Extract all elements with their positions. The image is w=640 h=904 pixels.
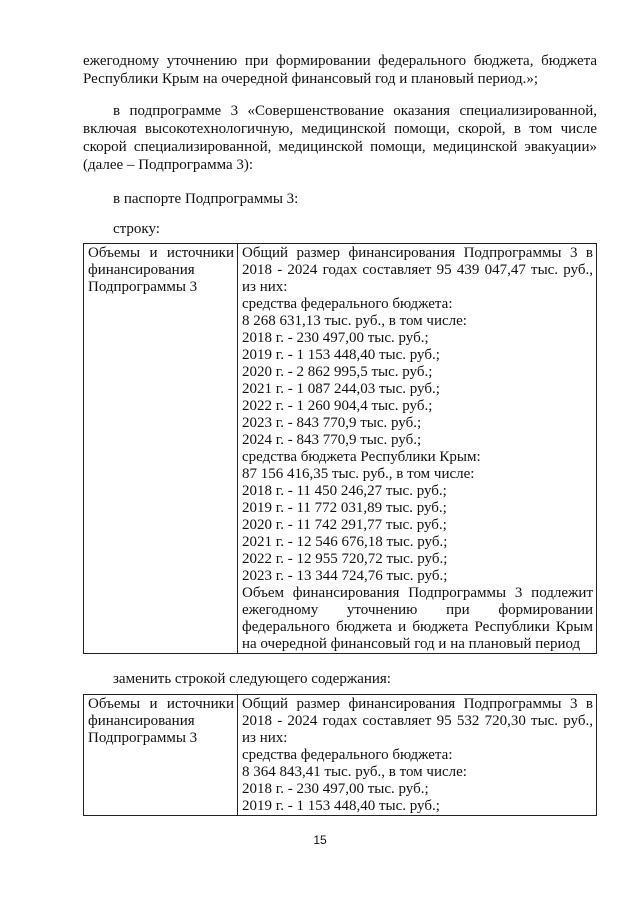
subprogram-line-3: скорой специализированной, медицинской помощи, медицинской эвакуации»: [83, 139, 597, 155]
table-old-line: 2018 - 2024 годах составляет 95 439 047,47 тыс. руб.,: [242, 262, 593, 278]
table-old-line: федерального бюджета и бюджета Республики Крым: [242, 619, 593, 635]
table-old-line: на очередной финансовый год и на плановый период: [242, 636, 581, 652]
table-new-left-line-3: Подпрограммы 3: [88, 730, 198, 746]
table-new-left-cell: [84, 695, 238, 816]
table-new-line: 2019 г. - 1 153 448,40 тыс. руб.;: [242, 798, 440, 814]
table-old-line: средства федерального бюджета:: [242, 296, 453, 312]
subprogram-line-2: включая высокотехнологичную, медицинской помощи, скорой, в том числе: [83, 121, 597, 137]
table-row: [84, 695, 597, 816]
table-old-line: 2018 г. - 230 497,00 тыс. руб.;: [242, 330, 429, 346]
table-new-left-line-2: финансирования: [88, 713, 195, 729]
table-old-line: 2018 г. - 11 450 246,27 тыс. руб.;: [242, 483, 447, 499]
table-old-line: 2023 г. - 13 344 724,76 тыс. руб.;: [242, 568, 448, 584]
table-old-line: 2022 г. - 1 260 904,4 тыс. руб.;: [242, 398, 433, 414]
table-old-line: ежегодному уточнению при формировании: [242, 602, 593, 618]
table-new-line: 2018 г. - 230 497,00 тыс. руб.;: [242, 781, 429, 797]
page-number: 15: [313, 833, 327, 847]
table-new-line: Общий размер финансирования Подпрограммы 3 в: [242, 696, 593, 712]
table-new-financing: [83, 694, 597, 816]
table-old-left-line-1: Объемы и источники: [88, 245, 234, 261]
table-new-right-cell: [238, 695, 597, 816]
table-old-line: средства бюджета Республики Крым:: [242, 449, 481, 465]
subprogram-line-1: в подпрограмме 3 «Совершенствование оказания специализированной,: [113, 103, 597, 119]
table-old-line: 2019 г. - 11 772 031,89 тыс. руб.;: [242, 500, 447, 516]
passport-label: в паспорте Подпрограммы 3:: [113, 191, 299, 207]
intro-line-2: Республики Крым на очередной финансовый год и плановый период.»;: [83, 71, 538, 87]
table-old-left-line-2: финансирования: [88, 262, 195, 278]
subprogram-line-4: (далее – Подпрограмма 3):: [83, 157, 254, 173]
table-new-line: средства федерального бюджета:: [242, 747, 453, 763]
table-old-line: 2023 г. - 843 770,9 тыс. руб.;: [242, 415, 422, 431]
table-old-left-line-3: Подпрограммы 3: [88, 279, 198, 295]
intro-paragraph: [83, 52, 597, 88]
table-old-line: 87 156 416,35 тыс. руб., в том числе:: [242, 466, 475, 482]
table-old-line: Общий размер финансирования Подпрограммы 3 в: [242, 245, 593, 261]
table-old-line: из них:: [242, 279, 288, 295]
table-old-line: 2021 г. - 1 087 244,03 тыс. руб.;: [242, 381, 440, 397]
table-old-left-cell: [84, 244, 238, 654]
table-new-line: 8 364 843,41 тыс. руб., в том числе:: [242, 764, 467, 780]
table-old-line: Объем финансирования Подпрограммы 3 подлежит: [242, 585, 593, 601]
table-new-line: из них:: [242, 730, 288, 746]
table-old-line: 8 268 631,13 тыс. руб., в том числе:: [242, 313, 467, 329]
intro-line-1: ежегодному уточнению при формировании федерального бюджета, бюджета: [83, 53, 597, 69]
table-old-line: 2020 г. - 2 862 995,5 тыс. руб.;: [242, 364, 433, 380]
table-old-line: 2019 г. - 1 153 448,40 тыс. руб.;: [242, 347, 440, 363]
table-new-left-line-1: Объемы и источники: [88, 696, 234, 712]
replace-label: заменить строкой следующего содержания:: [113, 671, 391, 687]
subprogram-paragraph: [83, 102, 597, 174]
table-new-line: 2018 - 2024 годах составляет 95 532 720,30 тыс. руб.,: [242, 713, 593, 729]
table-old-line: 2021 г. - 12 546 676,18 тыс. руб.;: [242, 534, 448, 550]
table-old-line: 2022 г. - 12 955 720,72 тыс. руб.;: [242, 551, 448, 567]
table-old-financing: [83, 243, 597, 654]
table-old-line: 2024 г. - 843 770,9 тыс. руб.;: [242, 432, 422, 448]
table-row: [84, 244, 597, 654]
table-old-right-cell: [238, 244, 597, 654]
line-label: строку:: [113, 221, 160, 237]
table-old-line: 2020 г. - 11 742 291,77 тыс. руб.;: [242, 517, 447, 533]
